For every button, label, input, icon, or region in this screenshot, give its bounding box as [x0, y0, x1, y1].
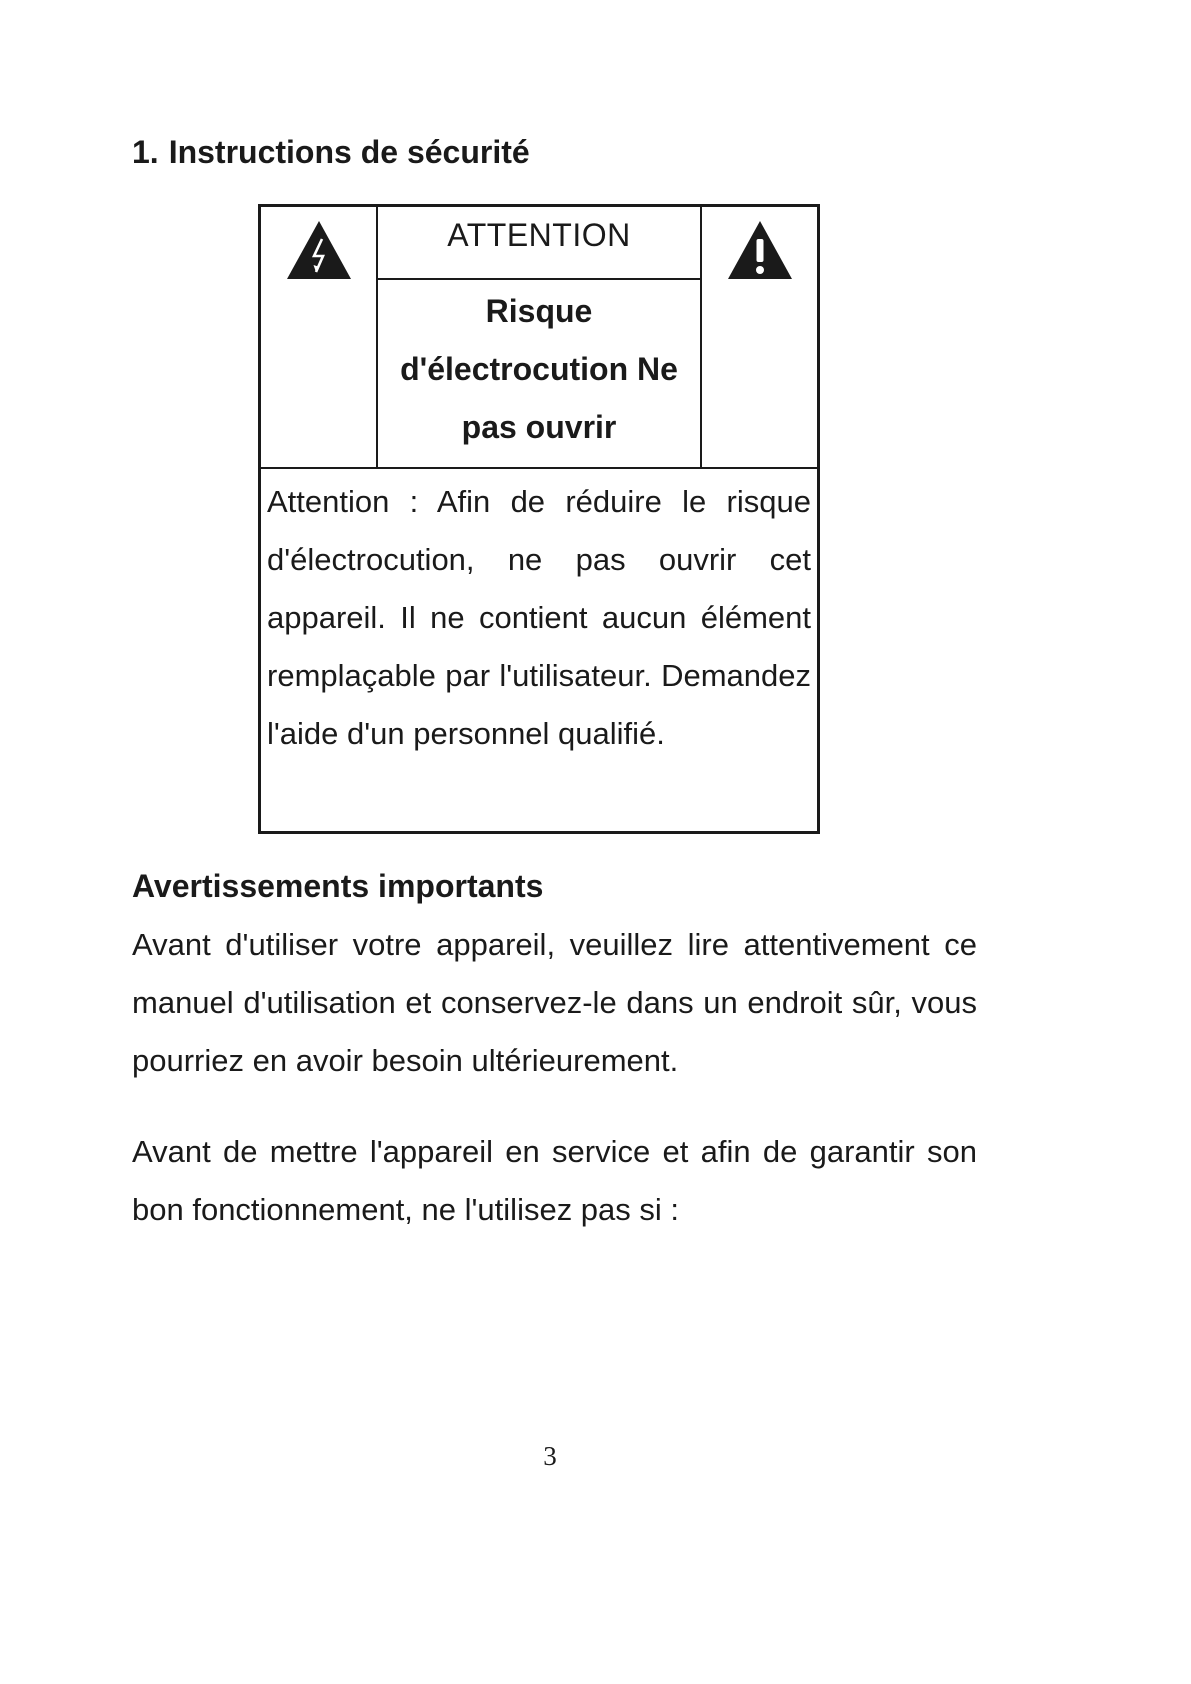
safety-warning-box — [258, 204, 820, 834]
exclamation-warning-icon — [726, 219, 794, 281]
warning-body-text: Attention : Afin de réduire le risque d'électrocution, ne pas ouvrir cet appareil. Il ne contient aucun élément remplaçable par l'utilisateur. Demandez l'aide d'un personnel qualifié. — [267, 484, 811, 751]
electric-shock-warning-icon — [285, 219, 353, 281]
section-number: 1. — [132, 134, 159, 170]
page-number: 3 — [543, 1441, 557, 1471]
section-title-text: Instructions de sécurité — [168, 134, 530, 170]
important-warnings-heading: Avertissements importants — [132, 868, 544, 904]
warnings-paragraph-2: Avant de mettre l'appareil en service et afin de garantir son bon fonctionnement, ne l'utilisez pas si : — [132, 1134, 977, 1227]
warning-header: ATTENTION — [378, 207, 700, 280]
warning-risk-text: Risque d'électrocution Ne pas ouvrir — [378, 280, 700, 469]
section-title — [132, 130, 530, 174]
warnings-paragraph-1: Avant d'utiliser votre appareil, veuillez lire attentivement ce manuel d'utilisation et conservez-le dans un endroit sûr, vous pourriez en avoir besoin ultérieurement. — [132, 927, 977, 1078]
warning-left-cell — [261, 207, 378, 469]
warning-right-cell — [700, 207, 817, 469]
